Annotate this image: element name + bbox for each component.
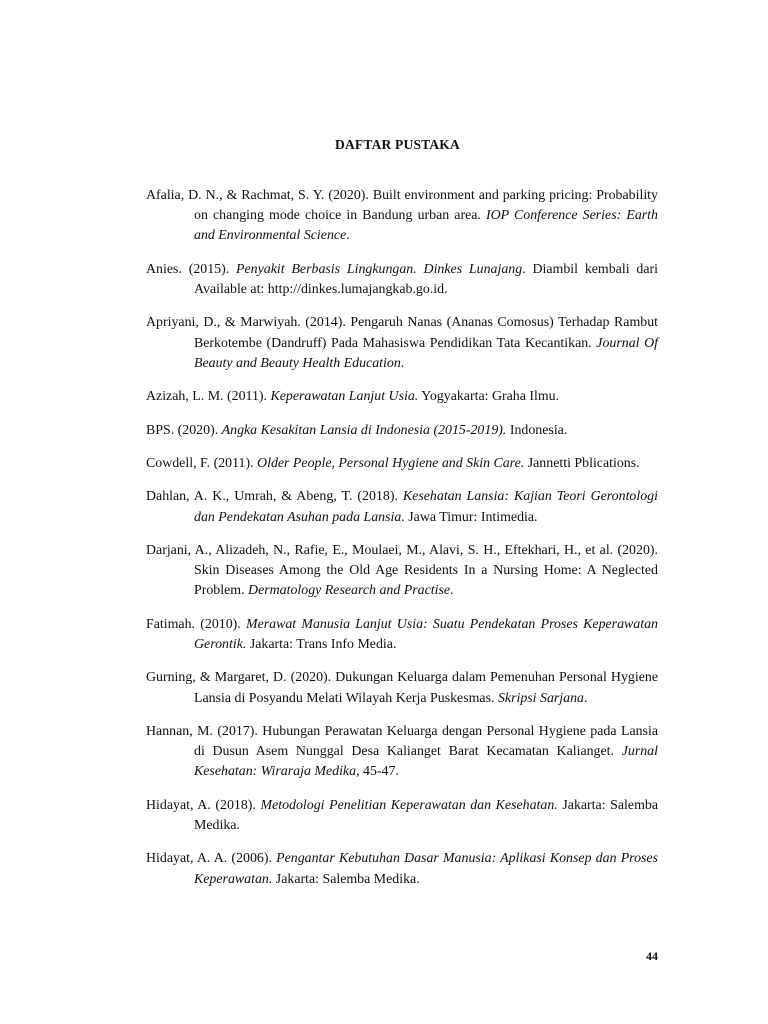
reference-text-segment: Yogyakarta: Graha Ilmu. — [418, 389, 560, 405]
page-number: 44 — [646, 949, 658, 963]
reference-text-segment: Fatimah. (2010). — [146, 616, 246, 632]
page-title: DAFTAR PUSTAKA — [335, 137, 460, 152]
reference-text-segment: Anies. (2015). — [146, 261, 237, 277]
reference-entry — [146, 849, 658, 889]
reference-italic-segment: Journal Of Beauty and Beauty Health Education — [194, 335, 658, 371]
reference-entry — [146, 260, 658, 300]
reference-italic-segment: Metodologi Penelitian Keperawatan dan Kesehatan. — [260, 797, 558, 813]
reference-text-segment: Cowdell, F. (2011). — [146, 455, 258, 471]
reference-entry — [146, 387, 658, 407]
reference-text-segment: Jakarta: Trans Info Media. — [246, 636, 397, 652]
reference-entry — [146, 186, 658, 247]
reference-entry — [146, 615, 658, 655]
reference-text-segment: Jannetti Pblications. — [524, 455, 640, 471]
reference-text-segment: Gurning, & Margaret, D. (2020). Dukungan Keluarga dalam Pemenuhan Personal Hygiene Lansia di Posyandu Melati Wilayah Kerja Puskesmas. — [146, 670, 658, 706]
reference-text-segment: . Diambil kembali dari Available at: http://dinkes.lumajangkab.go.id. — [194, 261, 658, 297]
reference-text-segment: Jawa Timur: Intimedia. — [404, 509, 538, 525]
reference-text-segment: BPS. (2020). — [146, 422, 222, 438]
reference-entry — [146, 487, 658, 527]
reference-italic-segment: Keperawatan Lanjut Usia. — [270, 389, 419, 405]
reference-entry — [146, 796, 658, 836]
reference-text-segment: Indonesia. — [506, 422, 568, 438]
reference-text-segment: . — [346, 228, 350, 244]
reference-entry — [146, 722, 658, 783]
reference-text-segment: Azizah, L. M. (2011). — [146, 389, 271, 405]
reference-list — [146, 186, 658, 903]
reference-italic-segment: Jurnal Kesehatan: Wiraraja Medika — [194, 744, 658, 780]
reference-italic-segment: Angka Kesakitan Lansia di Indonesia (2015-2019). — [221, 422, 507, 438]
reference-italic-segment: IOP Conference Series: Earth and Environmental Science — [194, 208, 658, 244]
reference-entry — [146, 454, 658, 474]
reference-italic-segment: Merawat Manusia Lanjut Usia: Suatu Pendekatan Proses Keperawatan Gerontik. — [194, 616, 658, 652]
reference-entry — [146, 421, 658, 441]
reference-entry — [146, 313, 658, 374]
reference-text-segment: Hidayat, A. (2018). — [146, 797, 261, 813]
reference-italic-segment: Penyakit Berbasis Lingkungan. Dinkes Lunajang — [236, 261, 523, 277]
reference-italic-segment: Kesehatan Lansia: Kajian Teori Gerontologi dan Pendekatan Asuhan pada Lansia. — [194, 489, 658, 525]
reference-text-segment: . — [584, 690, 588, 706]
reference-text-segment: Hidayat, A. A. (2006). — [146, 851, 277, 867]
reference-text-segment: . — [450, 583, 454, 599]
reference-italic-segment: Older People, Personal Hygiene and Skin Care. — [257, 455, 525, 471]
reference-text-segment: Darjani, A., Alizadeh, N., Rafie, E., Moulaei, M., Alavi, S. H., Eftekhari, H., et al. (2020). Skin Diseases Among the Old Age Residents In a Nursing Home: A Neglected Problem. — [146, 542, 658, 599]
reference-text-segment: Afalia, D. N., & Rachmat, S. Y. (2020). Built environment and parking pricing: Probability on changing mode choice in Bandung urban area. — [146, 188, 658, 224]
reference-text-segment: Dahlan, A. K., Umrah, & Abeng, T. (2018). — [146, 489, 403, 505]
reference-italic-segment: Skripsi Sarjana — [497, 690, 585, 706]
reference-entry — [146, 541, 658, 602]
reference-text-segment: , 45-47. — [356, 764, 399, 780]
reference-text-segment: Jakarta: Salemba Medika. — [272, 871, 420, 887]
reference-text-segment: Hannan, M. (2017). Hubungan Perawatan Keluarga dengan Personal Hygiene pada Lansia di Dusun Asem Nunggal Desa Kalianget Barat Kecamatan Kalianget. — [146, 723, 658, 760]
reference-text-segment: Jakarta: Salemba Medika. — [194, 797, 658, 833]
reference-text-segment: Apriyani, D., & Marwiyah. (2014). Pengaruh Nanas (Ananas Comosus) Terhadap Rambut Berkotembe (Dandruff) Pada Mahasiswa Pendidikan Tata Kecantikan. — [146, 315, 658, 351]
reference-italic-segment: Dermatology Research and Practise — [248, 583, 451, 599]
reference-italic-segment: Pengantar Kebutuhan Dasar Manusia: Aplikasi Konsep dan Proses Keperawatan. — [194, 851, 658, 887]
reference-text-segment: . — [400, 355, 405, 371]
reference-entry — [146, 668, 658, 708]
